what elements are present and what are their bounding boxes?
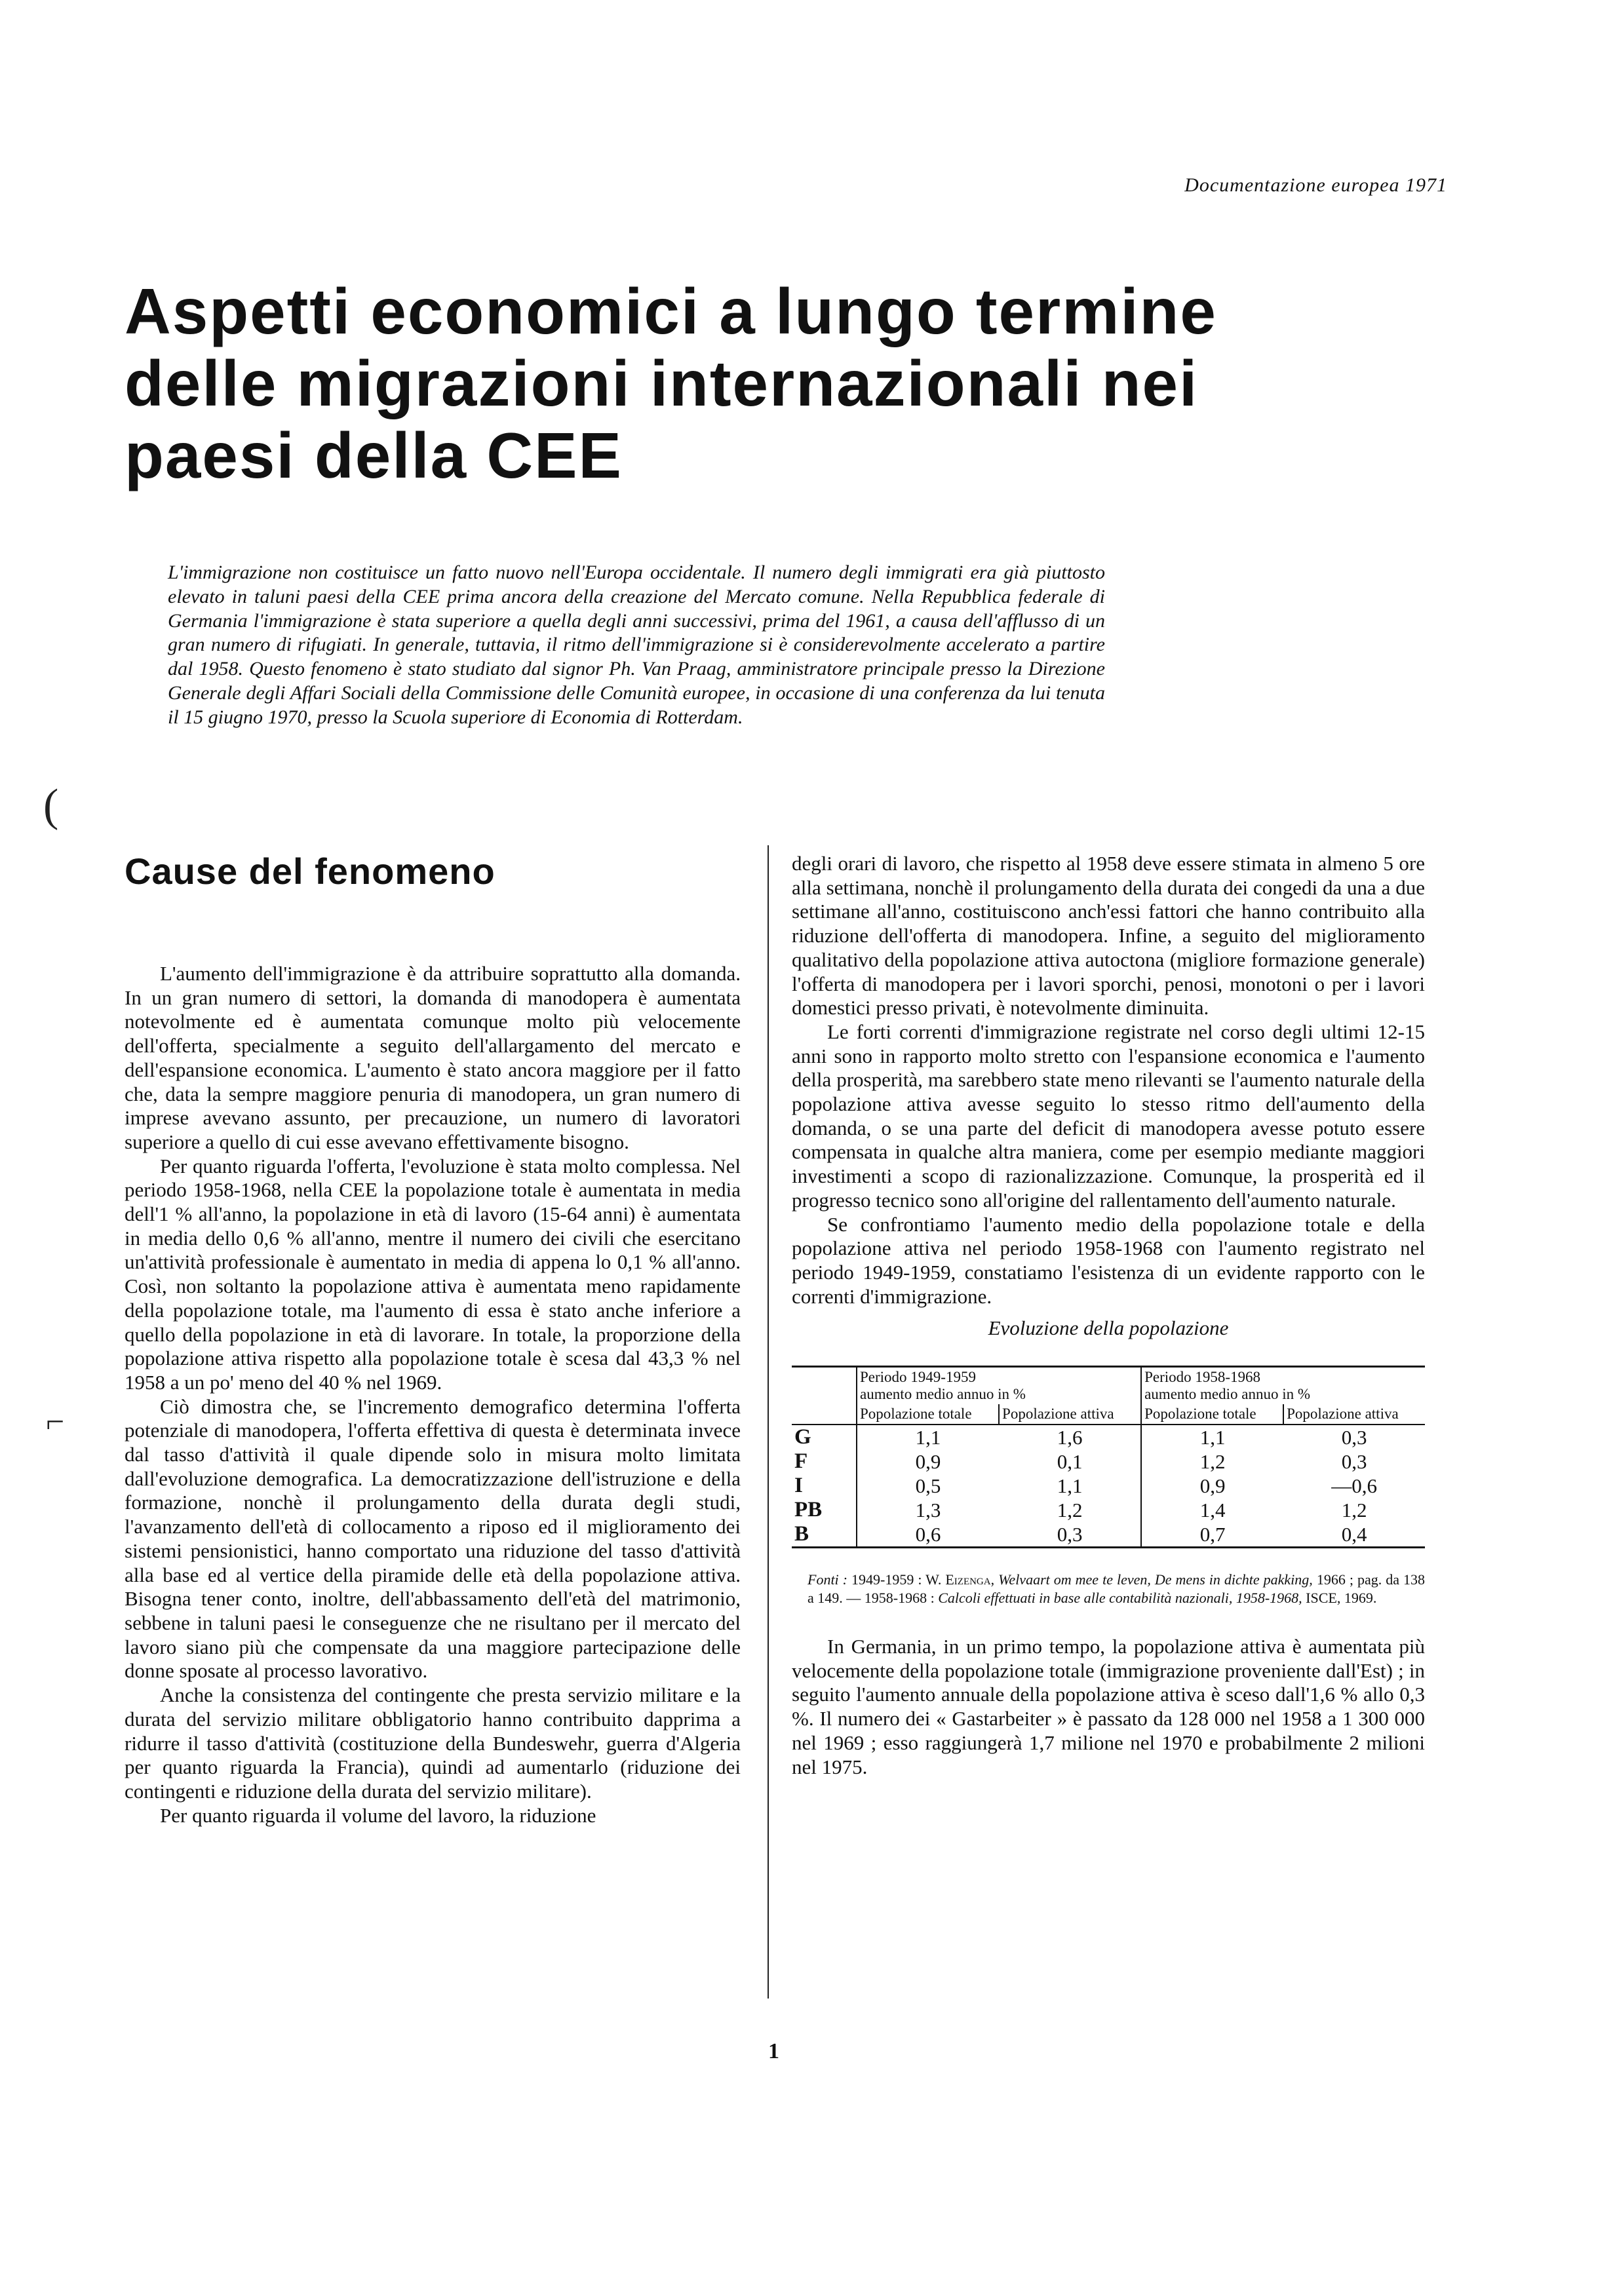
country-code: F — [794, 1449, 808, 1474]
period-header — [857, 1367, 1141, 1405]
sources-label: Fonti : — [808, 1571, 847, 1588]
table-cell: —0,6 — [1331, 1474, 1377, 1498]
table-cell: 0,6 — [857, 1522, 999, 1548]
table-row — [792, 1449, 1425, 1474]
sub-header: aumento medio annuo in % — [1144, 1386, 1311, 1403]
table-cell: 1,2 — [1341, 1499, 1367, 1522]
right-column — [792, 852, 1425, 1779]
table-sources — [792, 1571, 1425, 1607]
country-code: B — [794, 1522, 809, 1546]
table-cell: 1,3 — [857, 1498, 999, 1522]
table-cell: 0,3 — [1057, 1523, 1083, 1546]
period-header — [1141, 1367, 1425, 1405]
sources-text: 1949-1959 : W. — [851, 1571, 942, 1588]
table-cell: 0,9 — [857, 1449, 999, 1474]
table-cell: 1,4 — [1141, 1498, 1283, 1522]
sources-book: Welvaart om mee te leven, De mens in dichte pakking, — [998, 1571, 1313, 1588]
paragraph: Per quanto riguarda il volume del lavoro, la riduzione — [160, 1803, 596, 1827]
paragraph: In Germania, in un primo tempo, la popolazione attiva è aumentata più velocemente della popolazione totale (immigrazione proveniente dall'Est) ; in seguito l'aumento annuale della popolazione attiva è sceso dall'1,6 % allo 0,3 %. Il numero dei « Gastarbeiter » è passato da 128 000 nel 1958 a 1 300 000 nel 1969 ; esso raggiungerà 1,7 milione nel 1970 e probabilmente 2 milioni nel 1975. — [792, 1635, 1425, 1778]
col-header: Popolazione attiva — [1283, 1404, 1425, 1425]
page-number: 1 — [768, 2039, 779, 2063]
period-2: Periodo 1958-1968 — [1144, 1369, 1261, 1386]
period-1: Periodo 1949-1959 — [860, 1369, 976, 1386]
paragraph: Le forti correnti d'immigrazione registrate nel corso degli ultimi 12-15 anni sono in rapporto molto stretto con l'espansione economica e l'aumento della prosperità, ma sarebbero state meno rilevanti se l'aumento naturale della popolazione attiva avesse seguito lo stesso ritmo dell'aumento della domanda, o se una parte del deficit di manodopera avesse potuto essere compensata in qualche altra maniera, come per esempio mediante maggiori investimenti a scopo di razionalizzazione. Comunque, la prosperità ed il progresso tecnico sono all'origine del rallentamento dell'aumento naturale. — [792, 1020, 1425, 1212]
country-code: PB — [794, 1498, 823, 1522]
country-code: G — [794, 1425, 811, 1449]
table-row — [792, 1425, 1425, 1449]
section-heading: Cause del fenomeno — [125, 851, 496, 892]
table-cell: 0,3 — [1341, 1450, 1367, 1474]
table-cell: 1,1 — [1141, 1425, 1283, 1449]
table-row — [792, 1498, 1425, 1522]
paragraph: L'aumento dell'immigrazione è da attribuire soprattutto alla domanda. In un gran numero di settori, la domanda di manodopera è aumentata notevolmente ed è aumentata comunque molto più velocemente dell'offerta, specialmente a seguito dell'allargamento del mercato e dell'espansione economica. L'aumento è stato ancora maggiore per il fatto che, data la sempre maggiore penuria di manodopera, un gran numero di imprese avevano assunto, per precauzione, un numero di lavoratori superiore a quello di cui esse avevano effettivamente bisogno. — [125, 962, 741, 1153]
country-code: I — [794, 1474, 803, 1498]
table-row — [792, 1474, 1425, 1498]
running-header: Documentazione europea 1971 — [1184, 174, 1447, 196]
sources-text: ISCE, 1969. — [1306, 1590, 1377, 1607]
sources-author: Eizenga, — [945, 1571, 995, 1588]
table-cell: 0,7 — [1141, 1522, 1283, 1548]
abstract: L'immigrazione non costituisce un fatto nuovo nell'Europa occidentale. Il numero degli immigrati era già piuttosto elevato in taluni paesi della CEE prima ancora della creazione del Mercato comune. Nella Repubblica federale di Germania l'immigrazione è stata superiore a quella degli anni successivi, prima del 1961, a causa dell'afflusso di un gran numero di rifugiati. In generale, tuttavia, il ritmo dell'immigrazione si è considerevolmente accelerato a partire dal 1958. Questo fenomeno è stato studiato dal signor Ph. Van Praag, amministratore principale presso la Direzione Generale degli Affari Sociali della Commissione delle Comunità europee, in occasione di una conferenza da lui tenuta il 15 giugno 1970, presso la Scuola superiore di Economia di Rotterdam. — [168, 562, 1105, 728]
table-cell: 0,5 — [857, 1474, 999, 1498]
paragraph: Se confrontiamo l'aumento medio della popolazione totale e della popolazione attiva nel periodo 1958-1968 con l'aumento registrato nel periodo 1949-1959, constatiamo l'esistenza di un evidente rapporto con le correnti d'immigrazione. — [792, 1212, 1425, 1308]
margin-mark: ⌐ — [46, 1403, 65, 1440]
col-header: Popolazione attiva — [999, 1404, 1141, 1425]
table-cell: 0,4 — [1341, 1523, 1367, 1546]
table-cell: 0,3 — [1341, 1426, 1367, 1449]
margin-mark: ( — [43, 780, 59, 831]
sources-text: 1966 ; pag. da 138 a 149. — 1958-1968 : — [808, 1571, 1425, 1607]
population-table — [792, 1366, 1425, 1548]
table-cell: 0,9 — [1141, 1474, 1283, 1498]
paragraph: Ciò dimostra che, se l'incremento demografico determina l'offerta potenziale di manodopera, l'offerta effettiva di questa è determinata invece dal tasso d'attività il quale dipende solo in misura molto limitata dall'evoluzione demografica. La democratizzazione dell'istruzione e della formazione, nonchè il prolungamento della durata degli studi, l'avanzamento dell'età di collocamento a riposo ed il miglioramento dei sistemi pensionistici, hanno comportato una riduzione del tasso d'attività alla base ed al vertice della piramide delle età della popolazione attiva. Bisogna tener conto, inoltre, dell'abbassamento dell'età del matrimonio, sebbene in taluni paesi le conseguenze che ne risultano per il mercato del lavoro siano più che compensate da una maggiore partecipazione delle donne sposate al processo lavorativo. — [125, 1394, 741, 1683]
sub-header: aumento medio annuo in % — [860, 1386, 1026, 1403]
sources-calc: Calcoli effettuati in base alle contabilità nazionali, 1958-1968, — [938, 1590, 1302, 1607]
table-cell: 1,1 — [857, 1425, 999, 1449]
page-title: Aspetti economici a lungo termine delle migrazioni internazionali nei paesi della CEE — [125, 275, 1217, 491]
table-cell: 1,2 — [1141, 1449, 1283, 1474]
column-divider — [768, 845, 769, 1999]
paragraph: degli orari di lavoro, che rispetto al 1958 deve essere stimata in almeno 5 ore alla settimana, nonchè il prolungamento della durata dei congedi da una a due settimane all'anno, costituiscono anch'essi fattori che hanno contribuito alla riduzione dell'offerta di manodopera. Infine, a seguito del miglioramento qualitativo della popolazione attiva autoctona (migliore formazione generale) l'offerta di manodopera per i lavori sporchi, penosi, monotoni o per i lavori domestici presso privati, è notevolmente diminuita. — [792, 852, 1425, 1020]
col-header: Popolazione totale — [857, 1404, 999, 1425]
table-cell: 1,1 — [1057, 1474, 1083, 1498]
paragraph: Anche la consistenza del contingente che presta servizio militare e la durata del servizio militare obbligatorio hanno contribuito dapprima a ridurre il tasso d'attività (costituzione della Bundeswehr, guerra d'Algeria per quanto riguarda la Francia), quindi ad aumentarlo (riduzione dei contingenti e riduzione della durata del servizio militare). — [125, 1683, 741, 1803]
table-cell: 0,1 — [1057, 1450, 1083, 1474]
col-header: Popolazione totale — [1141, 1404, 1283, 1425]
table-cell: 1,2 — [1057, 1499, 1083, 1522]
table-caption: Evoluzione della popolazione — [988, 1316, 1229, 1340]
paragraph: Per quanto riguarda l'offerta, l'evoluzione è stata molto complessa. Nel periodo 1958-1968, nella CEE la popolazione totale è aumentata in media dell'1 % all'anno, la popolazione in età di lavoro (15-64 anni) è aumentata in media dello 0,6 % all'anno, mentre il numero dei civili che esercitano un'attività professionale è aumentato in media di appena lo 0,1 % all'anno. Così, non soltanto la popolazione attiva è aumentata meno rapidamente della popolazione totale, ma l'aumento di essa è stato anche inferiore a quello della popolazione in età di lavorare. In totale, la proporzione della popolazione attiva rispetto alla popolazione totale è scesa dal 43,3 % nel 1958 a un po' meno del 40 % nel 1969. — [125, 1154, 741, 1394]
left-column — [125, 852, 741, 1827]
table-row — [792, 1522, 1425, 1548]
table-cell: 1,6 — [1057, 1426, 1083, 1449]
